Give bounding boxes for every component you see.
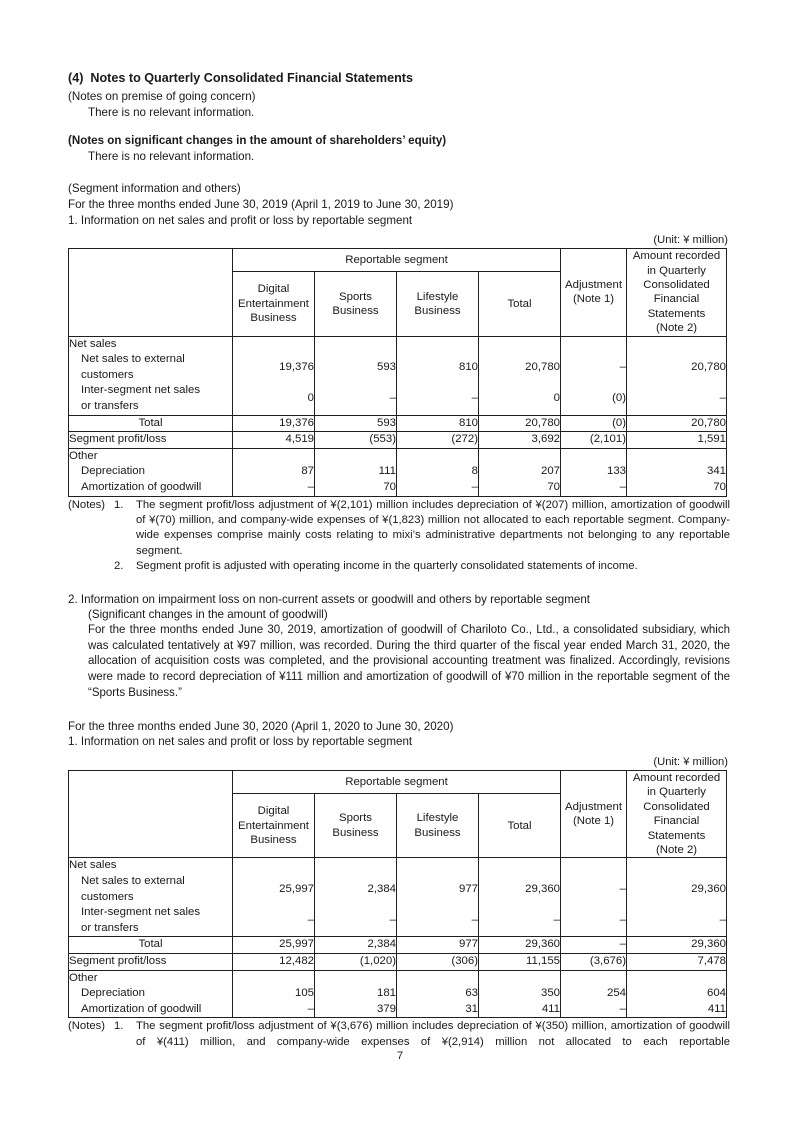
amount-header-line1: Amount recorded [632,771,721,784]
net-sales-group-label: Net sales [69,336,233,352]
depreciation-label-text: Depreciation [81,465,145,478]
page-title: (4) Notes to Quarterly Consolidated Financial Statements [68,71,413,85]
shareholders-equity-heading: (Notes on significant changes in the amount of shareholders’ equity) [68,134,447,148]
cell: 29,360 [627,874,727,905]
cell [315,448,397,464]
cell: 70 [315,480,397,496]
adjustment-header [561,249,627,336]
cell: 604 [627,986,727,1002]
cell: – [397,480,479,496]
cell [561,448,627,464]
sports-header-line2: Business [332,304,379,317]
cell: – [561,1002,627,1018]
going-concern-heading: (Notes on premise of going concern) [68,90,256,103]
cell [561,858,627,874]
table-row-intersegment [69,905,727,937]
table-row-total [69,415,727,432]
intersegment-label-line2: or transfers [81,399,139,412]
cell [397,858,479,874]
net-sales-group-label: Net sales [69,858,233,874]
table-header-row-1 [69,249,727,272]
cell: – [315,905,397,937]
segment-information-heading: (Segment information and others) [68,182,241,196]
cell: 29,360 [479,874,561,905]
digital-header-line2: Entertainment [238,819,309,832]
other-group-label: Other [69,970,233,986]
notes-tag-spacer [68,559,114,574]
note-2-number: 2. [114,560,124,573]
cell [233,970,315,986]
cell: – [315,383,397,415]
cell: 1,591 [627,432,727,449]
cell [479,336,561,352]
fy2020-subsection-1: 1. Information on net sales and profit or loss by reportable segment [68,735,413,749]
cell [233,336,315,352]
note-2-text: Segment profit is adjusted with operating income in the quarterly consolidated statements of income. [136,560,638,573]
cell: 31 [397,1002,479,1018]
corner-cell [69,249,233,336]
amount-header-line6: (Note 2) [655,843,698,856]
page-content [68,70,730,1066]
fy2019-note-2 [68,559,730,574]
table-row-intersegment [69,383,727,415]
digital-header-line3: Business [250,833,297,846]
total-header: Total [479,794,561,858]
depreciation-label [69,986,233,1002]
amount-header-line6: (Note 2) [655,322,698,335]
fy2020-period-line: For the three months ended June 30, 2020 (April 1, 2020 to June 30, 2020) [68,719,454,733]
cell: 20,780 [479,415,561,432]
cell: 20,780 [627,415,727,432]
spacer [68,120,730,133]
going-concern-body: There is no relevant information. [88,105,255,119]
spacer [68,164,730,181]
table-row-other [69,970,727,986]
cell: (0) [561,383,627,415]
cell: 70 [479,480,561,496]
fy2019-subsection-1: 1. Information on net sales and profit or loss by reportable segment [68,213,413,227]
sports-header-line2: Business [332,826,379,839]
sports-header-line1: Sports [339,290,372,303]
cell: (553) [315,432,397,449]
cell: 341 [627,464,727,480]
adjustment-header-line1: Adjustment [565,800,622,813]
cell: – [561,874,627,905]
cell: (272) [397,432,479,449]
amount-header-line3: Consolidated [643,278,710,291]
spacer [68,575,730,592]
amount-header-line5: Statements [647,829,706,842]
cell: – [397,905,479,937]
cell: 977 [397,937,479,954]
depreciation-label-text: Depreciation [81,987,145,1000]
spacer [68,702,730,719]
fy2019-unit-note: (Unit: ¥ million) [653,234,728,247]
intersegment-label-line1: Inter-segment net sales [81,384,201,397]
cell [561,970,627,986]
table-row [69,858,727,874]
fy2020-segment-table [68,770,727,1018]
cell [479,448,561,464]
lifestyle-business-header [397,272,479,336]
cell: 411 [627,1002,727,1018]
fy2019-period-line: For the three months ended June 30, 2019 (April 1, 2019 to June 30, 2019) [68,197,454,211]
amount-recorded-header [627,249,727,336]
amount-header-line3: Consolidated [643,800,710,813]
cell [479,858,561,874]
external-label-line2: customers [81,368,134,381]
cell: 25,997 [233,937,315,954]
sports-header-line1: Sports [339,812,372,825]
cell: 133 [561,464,627,480]
cell: 207 [479,464,561,480]
digital-entertainment-header [233,272,315,336]
cell: – [397,383,479,415]
total-row-label: Total [69,937,233,954]
cell: 0 [233,383,315,415]
cell: 810 [397,415,479,432]
notes-tag: (Notes) [68,1020,106,1033]
sports-business-header [315,272,397,336]
external-customers-label [69,874,233,905]
cell: – [561,352,627,383]
segment-profit-label: Segment profit/loss [69,953,233,970]
amount-header-line1: Amount recorded [632,250,721,263]
goodwill-change-body: For the three months ended June 30, 2019, amortization of goodwill of Chariloto Co., Ltd., a consolidated subsidiary, which was calculated tentatively at ¥97 million, was recorded. During the third quarter of the fiscal year ended March 31, 2020, the allocation of acquisition costs was completed, and the provisional accounting treatment was finalized. Accordingly, revisions were made to record depreciation of ¥111 million and amortization of goodwill of ¥70 million in the reportable segment of the “Sports Business.” [88,623,730,699]
cell: – [233,905,315,937]
cell: 2,384 [315,874,397,905]
adjustment-header-line1: Adjustment [565,278,622,291]
cell [397,448,479,464]
cell: 810 [397,352,479,383]
notes-tag: (Notes) [68,498,106,511]
cell: 11,155 [479,953,561,970]
table-row-amortization [69,480,727,496]
page-number: 7 [396,1050,404,1062]
cell [233,858,315,874]
cell: 19,376 [233,415,315,432]
cell [233,448,315,464]
cell [397,336,479,352]
cell: – [561,937,627,954]
cell: 411 [479,1002,561,1018]
cell [315,336,397,352]
lifestyle-header-line2: Business [414,304,461,317]
external-customers-label [69,352,233,383]
fy2019-note-1 [68,498,730,560]
lifestyle-header-line1: Lifestyle [416,812,459,825]
cell: (2,101) [561,432,627,449]
adjustment-header-line2: (Note 1) [572,815,615,828]
depreciation-label [69,464,233,480]
digital-entertainment-header [233,794,315,858]
cell: – [233,480,315,496]
cell [479,970,561,986]
cell: 19,376 [233,352,315,383]
cell [627,970,727,986]
cell: 593 [315,415,397,432]
cell: 8 [397,464,479,480]
cell: – [479,905,561,937]
table-row-segment-profit [69,953,727,970]
cell: 2,384 [315,937,397,954]
corner-cell [69,770,233,857]
note-1-text: The segment profit/loss adjustment of ¥(2,101) million includes depreciation of ¥(207) million, amortization of goodwill of ¥(70) million, and company-wide expenses of ¥(1,823) million not allocated to each reportable segment. Company-wide expenses comprise mainly costs relating to mixi’s administrative departments not belonging to any reportable segment. [136,498,730,557]
cell: – [561,480,627,496]
cell: 350 [479,986,561,1002]
total-row-label: Total [69,415,233,432]
cell: 29,360 [479,937,561,954]
lifestyle-header-line2: Business [414,826,461,839]
cell: 12,482 [233,953,315,970]
amortization-label [69,1002,233,1018]
lifestyle-business-header [397,794,479,858]
cell: – [627,383,727,415]
cell: 4,519 [233,432,315,449]
amount-recorded-header [627,770,727,857]
shareholders-equity-body: There is no relevant information. [88,149,255,163]
cell [561,336,627,352]
external-label-line1: Net sales to external [81,353,185,366]
note-1-text: The segment profit/loss adjustment of ¥(3,676) million includes depreciation of ¥(350) million, amortization of goodwill of ¥(411) million, and company-wide expenses of ¥(2,914) million not allocated to each reportable [136,1020,730,1048]
cell: 63 [397,986,479,1002]
note-1-number: 1. [114,498,124,511]
amount-header-line4: Financial [653,815,700,828]
amortization-label-text: Amortization of goodwill [81,480,202,493]
cell: 20,780 [627,352,727,383]
amortization-label-text: Amortization of goodwill [81,1002,202,1015]
cell: 7,478 [627,953,727,970]
cell [315,858,397,874]
cell: 181 [315,986,397,1002]
cell: 87 [233,464,315,480]
cell: 3,692 [479,432,561,449]
amount-header-line2: in Quarterly [647,264,706,277]
table-row-other [69,448,727,464]
external-label-line1: Net sales to external [81,874,185,887]
cell: (0) [561,415,627,432]
table-row-depreciation [69,986,727,1002]
external-label-line2: customers [81,890,134,903]
cell: (306) [397,953,479,970]
cell: (3,676) [561,953,627,970]
cell: 254 [561,986,627,1002]
intersegment-label [69,905,233,937]
adjustment-header [561,770,627,857]
cell [397,970,479,986]
cell: 70 [627,480,727,496]
digital-header-line1: Digital [257,283,290,296]
cell: 29,360 [627,937,727,954]
table-row-external-customers [69,874,727,905]
intersegment-label-line2: or transfers [81,921,139,934]
adjustment-header-line2: (Note 1) [572,293,615,306]
cell [627,448,727,464]
lifestyle-header-line1: Lifestyle [416,290,459,303]
table-row-amortization [69,1002,727,1018]
cell: 20,780 [479,352,561,383]
other-group-label: Other [69,448,233,464]
cell: – [233,1002,315,1018]
table-row-total [69,937,727,954]
table-row [69,336,727,352]
amount-header-line2: in Quarterly [647,786,706,799]
table-row-external-customers [69,352,727,383]
fy2020-unit-note: (Unit: ¥ million) [653,755,728,768]
cell: 593 [315,352,397,383]
table-header-row-1 [69,770,727,793]
fy2019-notes [68,498,730,575]
fy2019-segment-table [68,248,727,496]
sports-business-header [315,794,397,858]
table-row-depreciation [69,464,727,480]
cell: 977 [397,874,479,905]
intersegment-label-line1: Inter-segment net sales [81,906,201,919]
cell [627,336,727,352]
amount-header-line4: Financial [653,293,700,306]
digital-header-line1: Digital [257,805,290,818]
digital-header-line3: Business [250,312,297,325]
cell: – [561,905,627,937]
intersegment-label [69,383,233,415]
cell: 25,997 [233,874,315,905]
note-1-number: 1. [114,1020,124,1033]
total-header: Total [479,272,561,336]
reportable-segment-group-header: Reportable segment [233,249,561,272]
cell: 111 [315,464,397,480]
table-row-segment-profit [69,432,727,449]
fy2019-subsection-2: 2. Information on impairment loss on non-current assets or goodwill and others by reportable segment [68,592,590,606]
segment-profit-label: Segment profit/loss [69,432,233,449]
cell [627,858,727,874]
amortization-label [69,480,233,496]
goodwill-change-heading: (Significant changes in the amount of goodwill) [88,608,328,622]
reportable-segment-group-header: Reportable segment [233,770,561,793]
cell [315,970,397,986]
digital-header-line2: Entertainment [238,297,309,310]
cell: 379 [315,1002,397,1018]
goodwill-change-body-wrap [68,623,730,702]
cell: – [627,905,727,937]
cell: 0 [479,383,561,415]
cell: 105 [233,986,315,1002]
amount-header-line5: Statements [647,307,706,320]
cell: (1,020) [315,953,397,970]
